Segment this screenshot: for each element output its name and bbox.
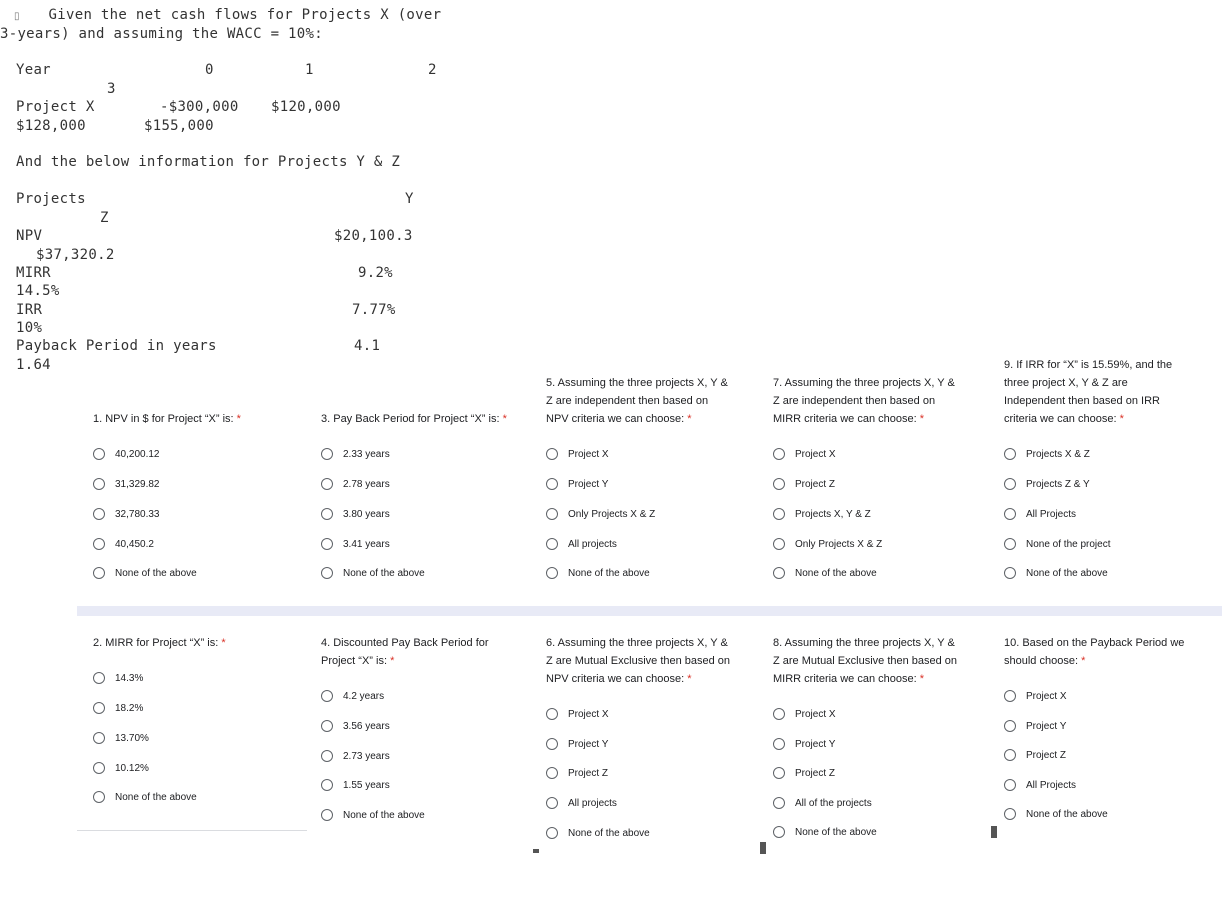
option-label: All Projects xyxy=(1026,779,1077,791)
radio-button-icon[interactable] xyxy=(321,538,333,550)
required-marker: * xyxy=(687,673,692,685)
radio-button-icon[interactable] xyxy=(546,767,558,779)
option-label: Project X xyxy=(795,448,836,460)
option-label: None of the above xyxy=(1026,808,1108,820)
section-separator xyxy=(77,606,1222,616)
radio-button-icon[interactable] xyxy=(321,750,333,762)
radio-button-icon[interactable] xyxy=(93,448,105,460)
required-marker: * xyxy=(1081,655,1086,667)
q6-option-5[interactable] xyxy=(546,825,650,841)
row-mirr-y: 9.2% xyxy=(358,265,393,281)
question-text-line: Z are Mutual Exclusive then based on xyxy=(546,655,731,667)
option-label: 2.73 years xyxy=(343,750,390,762)
q3-option-3[interactable] xyxy=(321,506,390,522)
q9-option-5[interactable] xyxy=(1004,565,1108,581)
radio-button-icon[interactable] xyxy=(1004,538,1016,550)
option-label: 40,200.12 xyxy=(115,448,160,460)
option-label: Project Y xyxy=(1026,720,1067,732)
option-label: All Projects xyxy=(1026,508,1077,520)
question-text-line: MIRR criteria we can choose: xyxy=(773,413,917,425)
radio-button-icon[interactable] xyxy=(773,767,785,779)
radio-button-icon[interactable] xyxy=(773,478,785,490)
below-info-text: And the below information for Projects Y & Z xyxy=(16,154,401,170)
q2-option-4[interactable] xyxy=(93,760,149,776)
question-text-line: 6. Assuming the three projects X, Y & xyxy=(546,637,728,649)
q2-option-2[interactable] xyxy=(93,700,143,716)
question-text-line: 4. Discounted Pay Back Period for xyxy=(321,637,489,649)
question-text-line: 5. Assuming the three projects X, Y & xyxy=(546,377,728,389)
q9-option-4[interactable] xyxy=(1004,536,1111,552)
option-label: 2.78 years xyxy=(343,478,390,490)
radio-button-icon[interactable] xyxy=(321,720,333,732)
q4-option-5[interactable] xyxy=(321,807,425,823)
option-label: None of the above xyxy=(1026,567,1108,579)
radio-button-icon[interactable] xyxy=(321,448,333,460)
q6-option-2[interactable] xyxy=(546,736,608,752)
required-marker: * xyxy=(221,637,226,649)
required-marker: * xyxy=(687,413,692,425)
row-irr-label: IRR xyxy=(16,302,43,318)
option-label: Project Y xyxy=(568,478,609,490)
flow-year-0: -$300,000 xyxy=(160,99,239,115)
radio-button-icon[interactable] xyxy=(546,567,558,579)
problem-line-1 xyxy=(14,7,441,23)
q8-option-4[interactable] xyxy=(773,795,872,811)
q5-option-5[interactable] xyxy=(546,565,650,581)
q9-option-1[interactable] xyxy=(1004,446,1090,462)
option-label: None of the project xyxy=(1026,538,1111,550)
question-text-line: Independent then based on IRR xyxy=(1004,395,1160,407)
problem-text-1: Given the net cash flows for Projects X (over xyxy=(48,7,442,23)
option-label: Project Y xyxy=(795,738,836,750)
question-text-line: Project “X” is: xyxy=(321,655,388,667)
option-label: 1.55 years xyxy=(343,779,390,791)
q1-option-4[interactable] xyxy=(93,536,154,552)
radio-button-icon[interactable] xyxy=(321,478,333,490)
radio-button-icon[interactable] xyxy=(321,809,333,821)
option-label: Project Z xyxy=(795,478,836,490)
option-label: Project Y xyxy=(568,738,609,750)
option-label: Project X xyxy=(795,708,836,720)
q2-option-3[interactable] xyxy=(93,730,149,746)
row-irr-y: 7.77% xyxy=(352,302,396,318)
required-marker: * xyxy=(919,673,925,685)
radio-button-icon[interactable] xyxy=(93,478,105,490)
question-2-title xyxy=(93,634,303,652)
option-label: 3.56 years xyxy=(343,720,390,732)
q6-option-3[interactable] xyxy=(546,765,608,781)
option-label: Project X xyxy=(1026,690,1067,702)
q8-option-5[interactable] xyxy=(773,824,877,840)
radio-button-icon[interactable] xyxy=(93,538,105,550)
q7-option-1[interactable] xyxy=(773,446,836,462)
option-label: Project X xyxy=(568,448,609,460)
question-text-line: Z are Mutual Exclusive then based on xyxy=(773,655,958,667)
row-payback-z: 1.64 xyxy=(16,357,51,373)
question-text-line: three project X, Y & Z are xyxy=(1004,377,1128,389)
radio-button-icon[interactable] xyxy=(546,508,558,520)
radio-button-icon[interactable] xyxy=(773,826,785,838)
project-x-label: Project X xyxy=(16,99,95,115)
option-label: 13.70% xyxy=(115,732,149,744)
radio-button-icon[interactable] xyxy=(1004,508,1016,520)
question-text-line: 7. Assuming the three projects X, Y & xyxy=(773,377,955,389)
radio-button-icon[interactable] xyxy=(546,708,558,720)
question-text-line: 9. If IRR for “X” is 15.59%, and the xyxy=(1004,359,1173,371)
question-7-title xyxy=(773,374,988,428)
radio-button-icon[interactable] xyxy=(1004,448,1016,460)
radio-button-icon[interactable] xyxy=(93,762,105,774)
option-label: 2.33 years xyxy=(343,448,390,460)
q5-option-1[interactable] xyxy=(546,446,609,462)
q4-option-4[interactable] xyxy=(321,777,390,793)
row-payback-label: Payback Period in years xyxy=(16,338,217,354)
radio-button-icon[interactable] xyxy=(773,567,785,579)
q3-option-5[interactable] xyxy=(321,565,425,581)
q8-option-2[interactable] xyxy=(773,736,835,752)
col-y-header: Y xyxy=(405,191,414,207)
radio-button-icon[interactable] xyxy=(773,797,785,809)
q9-option-2[interactable] xyxy=(1004,476,1090,492)
option-label: 31,329.82 xyxy=(115,478,160,490)
required-marker: * xyxy=(390,655,395,667)
q8-option-3[interactable] xyxy=(773,765,835,781)
option-label: Project Z xyxy=(795,767,836,779)
radio-button-icon[interactable] xyxy=(1004,720,1016,732)
q9-option-3[interactable] xyxy=(1004,506,1076,522)
option-label: Only Projects X & Z xyxy=(795,538,883,550)
radio-button-icon[interactable] xyxy=(93,791,105,803)
q1-option-1[interactable] xyxy=(93,446,160,462)
option-label: None of the above xyxy=(115,791,197,803)
question-8-title xyxy=(773,634,988,688)
option-label: None of the above xyxy=(115,567,197,579)
option-label: 40,450.2 xyxy=(115,538,154,550)
q1-option-3[interactable] xyxy=(93,506,160,522)
problem-text-2: 3-years) and assuming the WACC = 10%: xyxy=(0,26,323,42)
option-label: None of the above xyxy=(568,567,650,579)
scroll-marker xyxy=(533,849,539,853)
radio-button-icon[interactable] xyxy=(546,827,558,839)
flow-year-3: $155,000 xyxy=(144,118,214,134)
q3-option-4[interactable] xyxy=(321,536,390,552)
option-label: All projects xyxy=(568,538,617,550)
radio-button-icon[interactable] xyxy=(546,797,558,809)
question-text-line: 10. Based on the Payback Period we xyxy=(1004,637,1185,649)
option-label: None of the above xyxy=(795,826,877,838)
option-label: Project X xyxy=(568,708,609,720)
q10-option-5[interactable] xyxy=(1004,806,1108,822)
radio-button-icon[interactable] xyxy=(773,708,785,720)
q10-option-2[interactable] xyxy=(1004,718,1066,734)
q7-option-3[interactable] xyxy=(773,506,871,522)
radio-button-icon[interactable] xyxy=(93,508,105,520)
question-text-line: 8. Assuming the three projects X, Y & xyxy=(773,637,955,649)
option-label: None of the above xyxy=(568,827,650,839)
question-4-title xyxy=(321,634,526,670)
radio-button-icon[interactable] xyxy=(546,538,558,550)
year-label: Year xyxy=(16,62,51,78)
card-bottom-border xyxy=(77,830,307,831)
year-2: 2 xyxy=(428,62,437,78)
option-label: Project Z xyxy=(568,767,609,779)
q8-option-1[interactable] xyxy=(773,706,836,722)
option-label: None of the above xyxy=(795,567,877,579)
flow-year-1: $120,000 xyxy=(271,99,341,115)
radio-button-icon[interactable] xyxy=(1004,808,1016,820)
radio-button-icon[interactable] xyxy=(93,702,105,714)
row-payback-y: 4.1 xyxy=(354,338,381,354)
option-label: 3.80 years xyxy=(343,508,390,520)
radio-button-icon[interactable] xyxy=(321,690,333,702)
q6-option-4[interactable] xyxy=(546,795,617,811)
radio-button-icon[interactable] xyxy=(1004,478,1016,490)
q10-option-1[interactable] xyxy=(1004,688,1067,704)
question-text-line: Z are independent then based on xyxy=(773,395,936,407)
q7-option-2[interactable] xyxy=(773,476,835,492)
required-marker: * xyxy=(1119,413,1124,425)
question-text: 2. MIRR for Project “X” is: xyxy=(93,637,219,649)
radio-button-icon[interactable] xyxy=(321,508,333,520)
q4-option-3[interactable] xyxy=(321,748,390,764)
option-label: 14.3% xyxy=(115,672,144,684)
question-text-line: MIRR criteria we can choose: xyxy=(773,673,917,685)
required-marker: * xyxy=(502,413,507,425)
q2-option-5[interactable] xyxy=(93,789,197,805)
radio-button-icon[interactable] xyxy=(546,478,558,490)
scroll-marker xyxy=(991,826,997,838)
q10-option-3[interactable] xyxy=(1004,747,1066,763)
col-z-header: Z xyxy=(100,210,109,226)
radio-button-icon[interactable] xyxy=(773,738,785,750)
required-marker: * xyxy=(236,413,241,425)
required-marker: * xyxy=(919,413,925,425)
year-1: 1 xyxy=(305,62,314,78)
q10-option-4[interactable] xyxy=(1004,777,1076,793)
question-text: 3. Pay Back Period for Project “X” is: xyxy=(321,413,500,425)
radio-button-icon[interactable] xyxy=(93,672,105,684)
question-5-title xyxy=(546,374,761,428)
radio-button-icon[interactable] xyxy=(1004,779,1016,791)
q5-option-2[interactable] xyxy=(546,476,608,492)
option-label: 4.2 years xyxy=(343,690,385,702)
option-label: Only Projects X & Z xyxy=(568,508,656,520)
radio-button-icon[interactable] xyxy=(546,448,558,460)
q3-option-2[interactable] xyxy=(321,476,390,492)
option-label: Project Z xyxy=(1026,749,1067,761)
year-0: 0 xyxy=(205,62,214,78)
q5-option-3[interactable] xyxy=(546,506,655,522)
option-label: 18.2% xyxy=(115,702,144,714)
option-label: 3.41 years xyxy=(343,538,390,550)
row-npv-label: NPV xyxy=(16,228,43,244)
q7-option-5[interactable] xyxy=(773,565,877,581)
q2-option-1[interactable] xyxy=(93,670,143,686)
unknown-glyph-icon: ▯ xyxy=(14,11,20,22)
question-text-line: should choose: xyxy=(1004,655,1078,667)
radio-button-icon[interactable] xyxy=(773,538,785,550)
option-label: 10.12% xyxy=(115,762,149,774)
row-mirr-z: 14.5% xyxy=(16,283,60,299)
option-label: 32,780.33 xyxy=(115,508,160,520)
radio-button-icon[interactable] xyxy=(321,567,333,579)
row-npv-y: $20,100.3 xyxy=(334,228,413,244)
option-label: Projects Z & Y xyxy=(1026,478,1090,490)
radio-button-icon[interactable] xyxy=(1004,690,1016,702)
scroll-marker xyxy=(760,842,766,854)
q4-option-2[interactable] xyxy=(321,718,390,734)
question-text-line: NPV criteria we can choose: xyxy=(546,413,685,425)
question-9-title xyxy=(1004,356,1219,428)
radio-button-icon[interactable] xyxy=(773,448,785,460)
q7-option-4[interactable] xyxy=(773,536,882,552)
row-irr-z: 10% xyxy=(16,320,43,336)
row-mirr-label: MIRR xyxy=(16,265,51,281)
option-label: All of the projects xyxy=(795,797,872,809)
option-label: None of the above xyxy=(343,809,425,821)
q6-option-1[interactable] xyxy=(546,706,609,722)
projects-label: Projects xyxy=(16,191,86,207)
radio-button-icon[interactable] xyxy=(1004,567,1016,579)
year-3: 3 xyxy=(107,81,116,97)
q5-option-4[interactable] xyxy=(546,536,617,552)
option-label: None of the above xyxy=(343,567,425,579)
radio-button-icon[interactable] xyxy=(546,738,558,750)
row-npv-z: $37,320.2 xyxy=(36,247,115,263)
radio-button-icon[interactable] xyxy=(1004,749,1016,761)
question-3-title xyxy=(321,410,536,428)
radio-button-icon[interactable] xyxy=(93,732,105,744)
q1-option-5[interactable] xyxy=(93,565,197,581)
question-text: 1. NPV in $ for Project “X” is: xyxy=(93,413,234,425)
q1-option-2[interactable] xyxy=(93,476,160,492)
question-text-line: Z are independent then based on xyxy=(546,395,709,407)
question-1-title xyxy=(93,410,303,428)
radio-button-icon[interactable] xyxy=(93,567,105,579)
question-6-title xyxy=(546,634,761,688)
radio-button-icon[interactable] xyxy=(773,508,785,520)
q3-option-1[interactable] xyxy=(321,446,390,462)
radio-button-icon[interactable] xyxy=(321,779,333,791)
question-text-line: NPV criteria we can choose: xyxy=(546,673,685,685)
question-10-title xyxy=(1004,634,1219,670)
option-label: Projects X, Y & Z xyxy=(795,508,871,520)
question-text-line: criteria we can choose: xyxy=(1004,413,1117,425)
q4-option-1[interactable] xyxy=(321,688,384,704)
option-label: Projects X & Z xyxy=(1026,448,1090,460)
option-label: All projects xyxy=(568,797,617,809)
flow-year-2: $128,000 xyxy=(16,118,86,134)
